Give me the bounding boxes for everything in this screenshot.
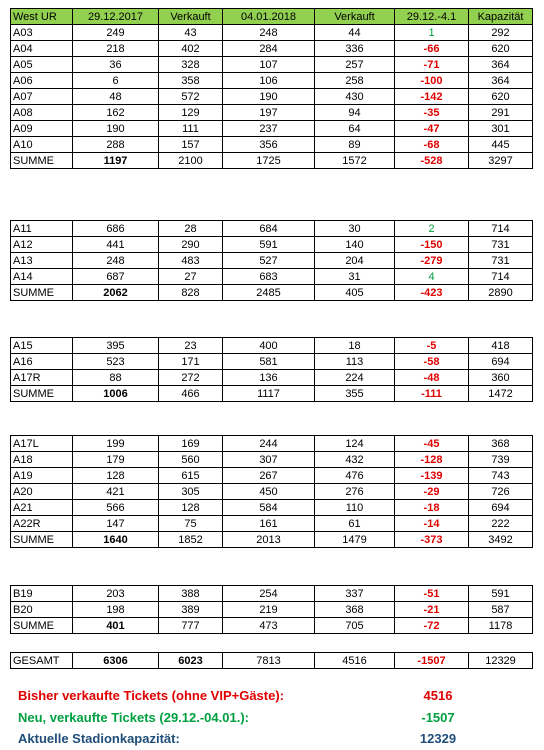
table-cell: 140 [315, 237, 395, 253]
table-row [11, 602, 533, 618]
header-section: West UR [11, 9, 73, 25]
table-cell: 30 [315, 221, 395, 237]
row-label-cell: SUMME [11, 532, 73, 548]
table-cell: 2 [395, 221, 469, 237]
table-cell: 204 [315, 253, 395, 269]
table-cell: -18 [395, 500, 469, 516]
grand-total-cell: 12329 [469, 653, 533, 669]
table-cell: 328 [159, 57, 223, 73]
table-cell: 237 [223, 121, 315, 137]
table-cell: 402 [159, 41, 223, 57]
table-cell: 401 [73, 618, 159, 634]
table-row [11, 221, 533, 237]
header-date-2: 04.01.2018 [223, 9, 315, 25]
table-cell: 368 [315, 602, 395, 618]
table-cell: 291 [469, 105, 533, 121]
table-cell: -72 [395, 618, 469, 634]
table-cell: -150 [395, 237, 469, 253]
grand-total-cell: 7813 [223, 653, 315, 669]
table-cell: -29 [395, 484, 469, 500]
row-label-cell: A20 [11, 484, 73, 500]
table-row [11, 586, 533, 602]
table-cell: 739 [469, 452, 533, 468]
header-sold-2: Verkauft [315, 9, 395, 25]
table-cell: -35 [395, 105, 469, 121]
summary-value: 12329 [419, 731, 457, 746]
row-label-cell: A04 [11, 41, 73, 57]
table-cell: 292 [469, 25, 533, 41]
sales-table-block-1 [10, 8, 533, 169]
row-label-cell: A17L [11, 436, 73, 452]
table-cell: 157 [159, 137, 223, 153]
table-cell: 1006 [73, 386, 159, 402]
table-cell: 111 [159, 121, 223, 137]
table-cell: 197 [223, 105, 315, 121]
table-cell: 94 [315, 105, 395, 121]
table-row [11, 269, 533, 285]
table-cell: 307 [223, 452, 315, 468]
table-cell: 591 [223, 237, 315, 253]
table-cell: 405 [315, 285, 395, 301]
row-label-cell: SUMME [11, 618, 73, 634]
table-cell: 64 [315, 121, 395, 137]
table-cell: 777 [159, 618, 223, 634]
table-cell: 389 [159, 602, 223, 618]
table-row [11, 500, 533, 516]
table-cell: 89 [315, 137, 395, 153]
sales-table-block-3 [10, 337, 533, 402]
table-cell: 248 [73, 253, 159, 269]
table-cell: 694 [469, 354, 533, 370]
summary-label: Aktuelle Stadionkapazität: [18, 731, 180, 746]
table-cell: 441 [73, 237, 159, 253]
table-cell: 400 [223, 338, 315, 354]
table-cell: 694 [469, 500, 533, 516]
table-cell: 684 [223, 221, 315, 237]
table-cell: 106 [223, 73, 315, 89]
table-row [11, 41, 533, 57]
table-cell: 2013 [223, 532, 315, 548]
table-row [11, 338, 533, 354]
table-cell: 305 [159, 484, 223, 500]
table-cell: 483 [159, 253, 223, 269]
table-cell: -58 [395, 354, 469, 370]
table-cell: 572 [159, 89, 223, 105]
table-cell: 244 [223, 436, 315, 452]
row-label-cell: A05 [11, 57, 73, 73]
table-cell: 129 [159, 105, 223, 121]
table-cell: -100 [395, 73, 469, 89]
summary-label: Neu, verkaufte Tickets (29.12.-04.01.): [18, 710, 249, 725]
table-row [11, 516, 533, 532]
table-cell: -528 [395, 153, 469, 169]
table-cell: 581 [223, 354, 315, 370]
grand-total-cell: 6306 [73, 653, 159, 669]
table-cell: 218 [73, 41, 159, 57]
table-cell: 272 [159, 370, 223, 386]
table-cell: -51 [395, 586, 469, 602]
header-sold-1: Verkauft [159, 9, 223, 25]
table-cell: 560 [159, 452, 223, 468]
table-cell: 1572 [315, 153, 395, 169]
table-cell: 113 [315, 354, 395, 370]
grand-total-table [10, 652, 533, 669]
table-cell: 714 [469, 269, 533, 285]
table-row [11, 452, 533, 468]
table-cell: 6 [73, 73, 159, 89]
table-cell: -111 [395, 386, 469, 402]
table-cell: 356 [223, 137, 315, 153]
table-cell: 161 [223, 516, 315, 532]
row-label-cell: A17R [11, 370, 73, 386]
table-cell: 169 [159, 436, 223, 452]
table-cell: 110 [315, 500, 395, 516]
table-cell: 828 [159, 285, 223, 301]
table-cell: 257 [315, 57, 395, 73]
table-cell: 128 [159, 500, 223, 516]
table-cell: 88 [73, 370, 159, 386]
table-cell: 523 [73, 354, 159, 370]
table-cell: -128 [395, 452, 469, 468]
table-cell: 687 [73, 269, 159, 285]
sum-row [11, 285, 533, 301]
table-cell: 743 [469, 468, 533, 484]
grand-total-row [11, 653, 533, 669]
table-cell: 1117 [223, 386, 315, 402]
table-row [11, 354, 533, 370]
table-row [11, 468, 533, 484]
row-label-cell: A10 [11, 137, 73, 153]
table-cell: 1 [395, 25, 469, 41]
row-label-cell: A15 [11, 338, 73, 354]
table-cell: 336 [315, 41, 395, 57]
header-row [11, 9, 533, 25]
table-cell: 731 [469, 237, 533, 253]
table-cell: 171 [159, 354, 223, 370]
table-cell: 288 [73, 137, 159, 153]
row-label-cell: A21 [11, 500, 73, 516]
table-cell: 364 [469, 73, 533, 89]
table-cell: 337 [315, 586, 395, 602]
row-label-cell: A03 [11, 25, 73, 41]
table-cell: 2890 [469, 285, 533, 301]
header-date-1: 29.12.2017 [73, 9, 159, 25]
table-cell: 44 [315, 25, 395, 41]
table-cell: 360 [469, 370, 533, 386]
row-label-cell: A13 [11, 253, 73, 269]
summary-label: Bisher verkaufte Tickets (ohne VIP+Gäste): [18, 688, 284, 703]
table-row [11, 25, 533, 41]
table-cell: 301 [469, 121, 533, 137]
table-cell: 705 [315, 618, 395, 634]
table-cell: 190 [73, 121, 159, 137]
table-cell: 364 [469, 57, 533, 73]
header-difference: 29.12.-4.1 [395, 9, 469, 25]
table-cell: 3297 [469, 153, 533, 169]
grand-total-cell: 4516 [315, 653, 395, 669]
table-cell: 190 [223, 89, 315, 105]
table-row [11, 436, 533, 452]
table-cell: 4 [395, 269, 469, 285]
table-cell: 355 [315, 386, 395, 402]
table-cell: -66 [395, 41, 469, 57]
row-label-cell: SUMME [11, 285, 73, 301]
summary-value: 4516 [423, 688, 453, 703]
table-cell: -14 [395, 516, 469, 532]
table-cell: -45 [395, 436, 469, 452]
table-cell: 290 [159, 237, 223, 253]
table-cell: 136 [223, 370, 315, 386]
table-cell: -139 [395, 468, 469, 484]
table-row [11, 105, 533, 121]
table-row [11, 137, 533, 153]
summary-value: -1507 [421, 710, 455, 725]
table-row [11, 89, 533, 105]
sum-row [11, 153, 533, 169]
table-cell: 199 [73, 436, 159, 452]
table-row [11, 73, 533, 89]
row-label-cell: A07 [11, 89, 73, 105]
table-cell: 198 [73, 602, 159, 618]
row-label-cell: A08 [11, 105, 73, 121]
table-cell: 249 [73, 25, 159, 41]
table-cell: 726 [469, 484, 533, 500]
table-cell: 466 [159, 386, 223, 402]
table-cell: 527 [223, 253, 315, 269]
table-cell: 1479 [315, 532, 395, 548]
row-label-cell: A18 [11, 452, 73, 468]
table-cell: 395 [73, 338, 159, 354]
table-cell: 368 [469, 436, 533, 452]
table-cell: 18 [315, 338, 395, 354]
table-cell: -71 [395, 57, 469, 73]
table-cell: 620 [469, 41, 533, 57]
table-cell: -142 [395, 89, 469, 105]
table-row [11, 370, 533, 386]
table-cell: 683 [223, 269, 315, 285]
table-row [11, 484, 533, 500]
table-row [11, 121, 533, 137]
row-label-cell: A11 [11, 221, 73, 237]
table-cell: 162 [73, 105, 159, 121]
table-cell: 1640 [73, 532, 159, 548]
row-label-cell: B19 [11, 586, 73, 602]
table-cell: -48 [395, 370, 469, 386]
table-cell: 620 [469, 89, 533, 105]
table-cell: 587 [469, 602, 533, 618]
table-cell: 258 [315, 73, 395, 89]
table-cell: -423 [395, 285, 469, 301]
row-label-cell: A06 [11, 73, 73, 89]
table-cell: 358 [159, 73, 223, 89]
table-cell: 222 [469, 516, 533, 532]
table-row [11, 57, 533, 73]
row-label-cell: A14 [11, 269, 73, 285]
sales-table-block-4 [10, 435, 533, 548]
row-label-cell: B20 [11, 602, 73, 618]
table-cell: 219 [223, 602, 315, 618]
table-cell: 584 [223, 500, 315, 516]
table-cell: 1852 [159, 532, 223, 548]
row-label-cell: A19 [11, 468, 73, 484]
table-cell: 224 [315, 370, 395, 386]
table-cell: 2062 [73, 285, 159, 301]
row-label-cell: A12 [11, 237, 73, 253]
sum-row [11, 386, 533, 402]
table-cell: -47 [395, 121, 469, 137]
sales-table-block-5 [10, 585, 533, 634]
table-cell: 445 [469, 137, 533, 153]
table-cell: 473 [223, 618, 315, 634]
table-cell: 388 [159, 586, 223, 602]
table-cell: 75 [159, 516, 223, 532]
table-cell: 179 [73, 452, 159, 468]
table-cell: 203 [73, 586, 159, 602]
table-cell: 3492 [469, 532, 533, 548]
table-cell: 2485 [223, 285, 315, 301]
table-cell: 48 [73, 89, 159, 105]
table-cell: 615 [159, 468, 223, 484]
sales-table-block-2 [10, 220, 533, 301]
sum-row [11, 618, 533, 634]
table-cell: 1197 [73, 153, 159, 169]
table-cell: 128 [73, 468, 159, 484]
row-label-cell: A09 [11, 121, 73, 137]
table-cell: 1178 [469, 618, 533, 634]
table-cell: 31 [315, 269, 395, 285]
table-cell: 432 [315, 452, 395, 468]
table-cell: -68 [395, 137, 469, 153]
table-cell: 267 [223, 468, 315, 484]
table-cell: 418 [469, 338, 533, 354]
table-cell: 276 [315, 484, 395, 500]
table-cell: 61 [315, 516, 395, 532]
table-cell: 28 [159, 221, 223, 237]
row-label-cell: A16 [11, 354, 73, 370]
table-cell: 27 [159, 269, 223, 285]
table-cell: -21 [395, 602, 469, 618]
table-cell: -373 [395, 532, 469, 548]
row-label-cell: A22R [11, 516, 73, 532]
sum-row [11, 532, 533, 548]
table-cell: 1472 [469, 386, 533, 402]
table-cell: 107 [223, 57, 315, 73]
table-cell: 591 [469, 586, 533, 602]
table-cell: 36 [73, 57, 159, 73]
table-cell: 1725 [223, 153, 315, 169]
table-cell: 686 [73, 221, 159, 237]
row-label-cell: SUMME [11, 386, 73, 402]
table-cell: -5 [395, 338, 469, 354]
table-cell: 450 [223, 484, 315, 500]
table-cell: 566 [73, 500, 159, 516]
table-cell: 23 [159, 338, 223, 354]
table-cell: 43 [159, 25, 223, 41]
grand-total-cell: 6023 [159, 653, 223, 669]
table-cell: 714 [469, 221, 533, 237]
table-cell: -279 [395, 253, 469, 269]
table-row [11, 237, 533, 253]
table-cell: 2100 [159, 153, 223, 169]
table-cell: 476 [315, 468, 395, 484]
table-cell: 147 [73, 516, 159, 532]
table-cell: 421 [73, 484, 159, 500]
grand-total-label: GESAMT [11, 653, 73, 669]
table-cell: 430 [315, 89, 395, 105]
header-capacity: Kapazität [469, 9, 533, 25]
table-cell: 284 [223, 41, 315, 57]
table-row [11, 253, 533, 269]
row-label-cell: SUMME [11, 153, 73, 169]
grand-total-cell: -1507 [395, 653, 469, 669]
table-cell: 124 [315, 436, 395, 452]
table-cell: 248 [223, 25, 315, 41]
table-cell: 254 [223, 586, 315, 602]
table-cell: 731 [469, 253, 533, 269]
